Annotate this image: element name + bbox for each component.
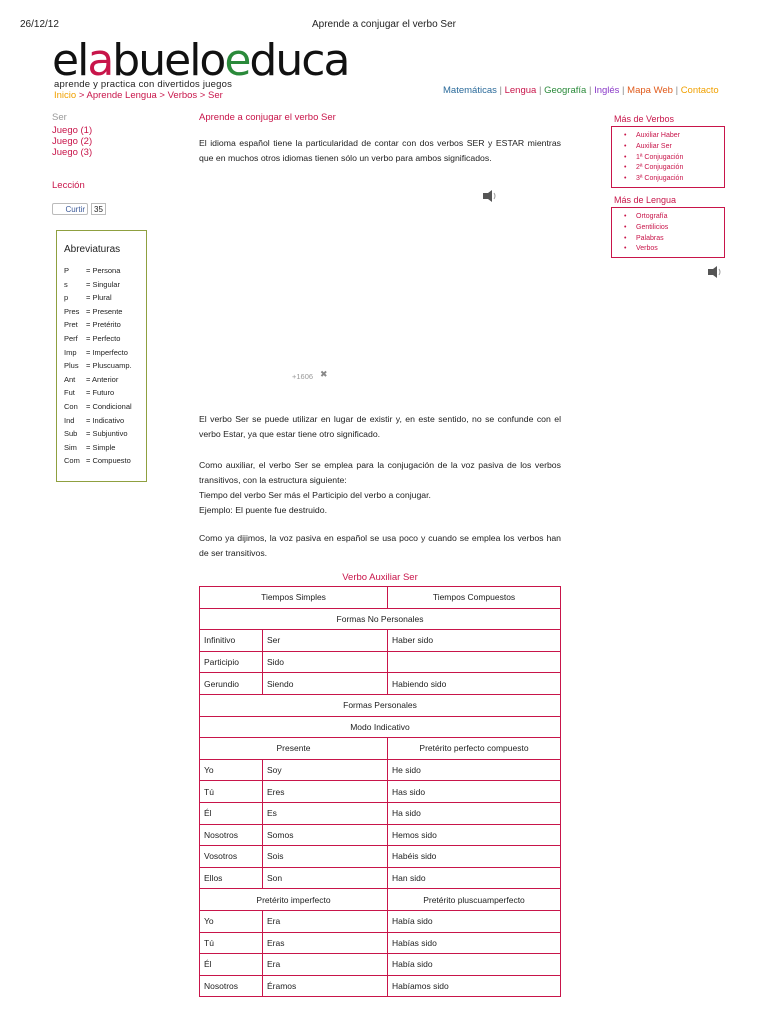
table-row [200, 824, 561, 846]
table-cell: Éramos [263, 975, 388, 997]
game-link-1[interactable]: Juego (1) [52, 125, 93, 136]
table-cell: Presente [200, 738, 388, 760]
table-cell: Vosotros [200, 846, 263, 868]
table-row [200, 781, 561, 803]
table-row [200, 867, 561, 889]
more-verbs-title: Más de Verbos [614, 114, 675, 124]
like-count: 35 [91, 203, 106, 215]
logo-letter: a [87, 35, 113, 86]
table-row [200, 673, 561, 695]
table-cell: Eras [263, 932, 388, 954]
table-cell: Formas Personales [200, 694, 561, 716]
nav-link-lengua[interactable]: Lengua [504, 85, 537, 96]
logo-letter: u [138, 35, 165, 86]
logo-letter: u [275, 35, 302, 86]
table-cell: Siendo [263, 673, 388, 695]
print-title: Aprende a conjugar el verbo Ser [312, 19, 456, 30]
breadcrumb-item[interactable]: Aprende Lengua [86, 90, 157, 101]
table-cell: Había sido [388, 910, 561, 932]
paragraph: Como auxiliar, el verbo Ser se emplea para la conjugación de la voz pasiva de los verbos transitivos, con la estructura siguiente: Tiempo del verbo Ser más el Participio del verbo a conjugar. Ejemplo: El puente fue destruido. [199, 460, 561, 515]
table-cell: Pretérito imperfecto [200, 889, 388, 911]
table-row [200, 694, 561, 716]
table-cell: Habías sido [388, 932, 561, 954]
table-row [200, 932, 561, 954]
table-cell: Yo [200, 759, 263, 781]
verb-link[interactable]: • 3ª Conjugación [636, 174, 718, 185]
table-row [200, 889, 561, 911]
table-row [200, 630, 561, 652]
table-cell: Era [263, 954, 388, 976]
logo-letter: d [249, 35, 276, 86]
table-cell: Participio [200, 651, 263, 673]
table-cell: Era [263, 910, 388, 932]
breadcrumb: Inicio > Aprende Lengua > Verbos > Ser [54, 90, 223, 101]
table-cell: Formas No Personales [200, 608, 561, 630]
table-cell: Gerundio [200, 673, 263, 695]
table-cell: Nosotros [200, 824, 263, 846]
table-cell: Son [263, 867, 388, 889]
nav-link-mapa-web[interactable]: Mapa Web [627, 85, 673, 96]
speaker-icon[interactable] [483, 190, 497, 202]
abbreviation-row: Pres = Presente [64, 306, 123, 316]
table-row [200, 738, 561, 760]
logo-letter: c [301, 35, 324, 86]
table-cell: Modo Indicativo [200, 716, 561, 738]
table-row [200, 846, 561, 868]
table-row [200, 608, 561, 630]
abbreviation-row: Com = Compuesto [64, 456, 131, 466]
intro-paragraph: El idioma español tiene la particularidad de contar con dos verbos SER y ESTAR mientras que en muchos otros idiomas tienen sólo un verbo para ambos significados. [199, 138, 561, 163]
table-cell: Han sido [388, 867, 561, 889]
table-row [200, 802, 561, 824]
tagline: aprende y practica con divertidos juegos [54, 79, 233, 90]
table-cell: Has sido [388, 781, 561, 803]
language-link[interactable]: • Palabras [636, 234, 718, 245]
table-cell: Ha sido [388, 802, 561, 824]
table-cell: Tú [200, 932, 263, 954]
game-link-3[interactable]: Juego (3) [52, 147, 93, 158]
logo-letter: o [199, 35, 225, 86]
abbreviation-row: Imp = Imperfecto [64, 347, 128, 357]
game-link-2[interactable]: Juego (2) [52, 136, 93, 147]
logo-letter: a [323, 35, 349, 86]
abbreviation-row: s = Singular [64, 279, 120, 289]
language-link[interactable]: • Ortografía [636, 212, 718, 223]
abbreviation-row: Sim = Simple [64, 442, 116, 452]
verb-link[interactable]: • 2ª Conjugación [636, 163, 718, 174]
table-cell: Tiempos Compuestos [388, 587, 561, 609]
table-cell: Yo [200, 910, 263, 932]
table-cell: Es [263, 802, 388, 824]
table-row [200, 759, 561, 781]
abbreviation-row: P = Persona [64, 266, 121, 275]
table-cell: Habéis sido [388, 846, 561, 868]
table-row [200, 651, 561, 673]
logo-letter: e [224, 35, 250, 86]
table-cell: He sido [388, 759, 561, 781]
abbreviations-title: Abreviaturas [64, 244, 121, 255]
abbreviation-row: Sub = Subjuntivo [64, 429, 128, 439]
table-cell: Ellos [200, 867, 263, 889]
top-navigation: Matemáticas | Lengua | Geografía | Inglés | Mapa Web | Contacto [443, 85, 719, 96]
breadcrumb-home[interactable]: Inicio [54, 90, 77, 101]
table-cell: Nosotros [200, 975, 263, 997]
table-row [200, 716, 561, 738]
nav-link-inglés[interactable]: Inglés [594, 85, 620, 96]
table-row [200, 954, 561, 976]
table-cell: Él [200, 802, 263, 824]
abbreviations-box [56, 230, 147, 482]
table-cell: Pretérito perfecto compuesto [388, 738, 561, 760]
abbreviation-row: Perf = Perfecto [64, 333, 121, 343]
table-cell: Había sido [388, 954, 561, 976]
table-cell: Habiendo sido [388, 673, 561, 695]
more-language-box [611, 207, 725, 258]
breadcrumb-item[interactable]: Verbos [167, 90, 198, 101]
abbreviation-row: Fut = Futuro [64, 388, 115, 398]
left-sidebar [52, 112, 162, 158]
abbreviation-row: Pret = Pretérito [64, 320, 121, 330]
abbreviation-row: Ant = Anterior [64, 374, 119, 384]
speaker-icon[interactable] [708, 266, 722, 278]
table-cell: Tú [200, 781, 263, 803]
verb-link[interactable]: • Auxiliar Ser [636, 142, 718, 153]
abbreviation-row: Con = Condicional [64, 401, 132, 411]
logo-letter: e [52, 35, 78, 86]
nav-link-matemáticas[interactable]: Matemáticas [443, 85, 497, 96]
conjugation-table [199, 586, 561, 997]
more-verbs-box [611, 126, 725, 188]
ad-counter: +1606 [292, 372, 314, 381]
logo-letter: e [164, 35, 190, 86]
table-cell: Tiempos Simples [200, 587, 388, 609]
table-row [200, 587, 561, 609]
nav-link-contacto[interactable]: Contacto [680, 85, 719, 96]
table-caption: Verbo Auxiliar Ser [342, 572, 418, 583]
table-cell: Sois [263, 846, 388, 868]
abbreviation-row: p = Plural [64, 293, 112, 303]
close-icon[interactable]: ✖ [320, 369, 328, 379]
table-cell: Somos [263, 824, 388, 846]
table-row [200, 975, 561, 997]
language-link[interactable]: • Verbos [636, 244, 718, 255]
table-cell [388, 651, 561, 673]
language-link[interactable]: • Gentilicios [636, 223, 718, 234]
table-cell: Ser [263, 630, 388, 652]
abbreviation-row: Plus = Pluscuamp. [64, 361, 132, 371]
print-date: 26/12/12 [20, 19, 59, 30]
section-title: Ser [52, 112, 67, 123]
table-cell: Pretérito pluscuamperfecto [388, 889, 561, 911]
abbreviations-list [64, 264, 139, 468]
paragraph: El verbo Ser se puede utilizar en lugar de existir y, en este sentido, no se confunde con el verbo Estar, ya que estar tiene otro significado. [199, 414, 561, 439]
table-cell: Haber sido [388, 630, 561, 652]
verb-link[interactable]: • 1ª Conjugación [636, 153, 718, 164]
table-cell: Hemos sido [388, 824, 561, 846]
more-language-title: Más de Lengua [614, 195, 677, 205]
logo-letter: l [189, 35, 200, 86]
paragraph: Como ya dijimos, la voz pasiva en español se usa poco y cuando se emplea los verbos han de ser transitivos. [199, 533, 561, 558]
verb-link[interactable]: • Auxiliar Haber [636, 131, 718, 142]
logo-letter: l [77, 35, 88, 86]
table-cell: Infinitivo [200, 630, 263, 652]
table-cell: Habíamos sido [388, 975, 561, 997]
table-cell: Eres [263, 781, 388, 803]
abbreviation-row: Ind = Indicativo [64, 415, 125, 425]
breadcrumb-item[interactable]: Ser [208, 90, 223, 101]
table-row [200, 910, 561, 932]
logo-letter: b [112, 35, 139, 86]
table-cell: Sido [263, 651, 388, 673]
nav-link-geografía[interactable]: Geografía [544, 85, 587, 96]
leccion-link[interactable]: Lección [52, 180, 85, 191]
page-title: Aprende a conjugar el verbo Ser [199, 112, 336, 123]
table-cell: Él [200, 954, 263, 976]
table-cell: Soy [263, 759, 388, 781]
like-button[interactable]: Curtir [52, 203, 88, 215]
